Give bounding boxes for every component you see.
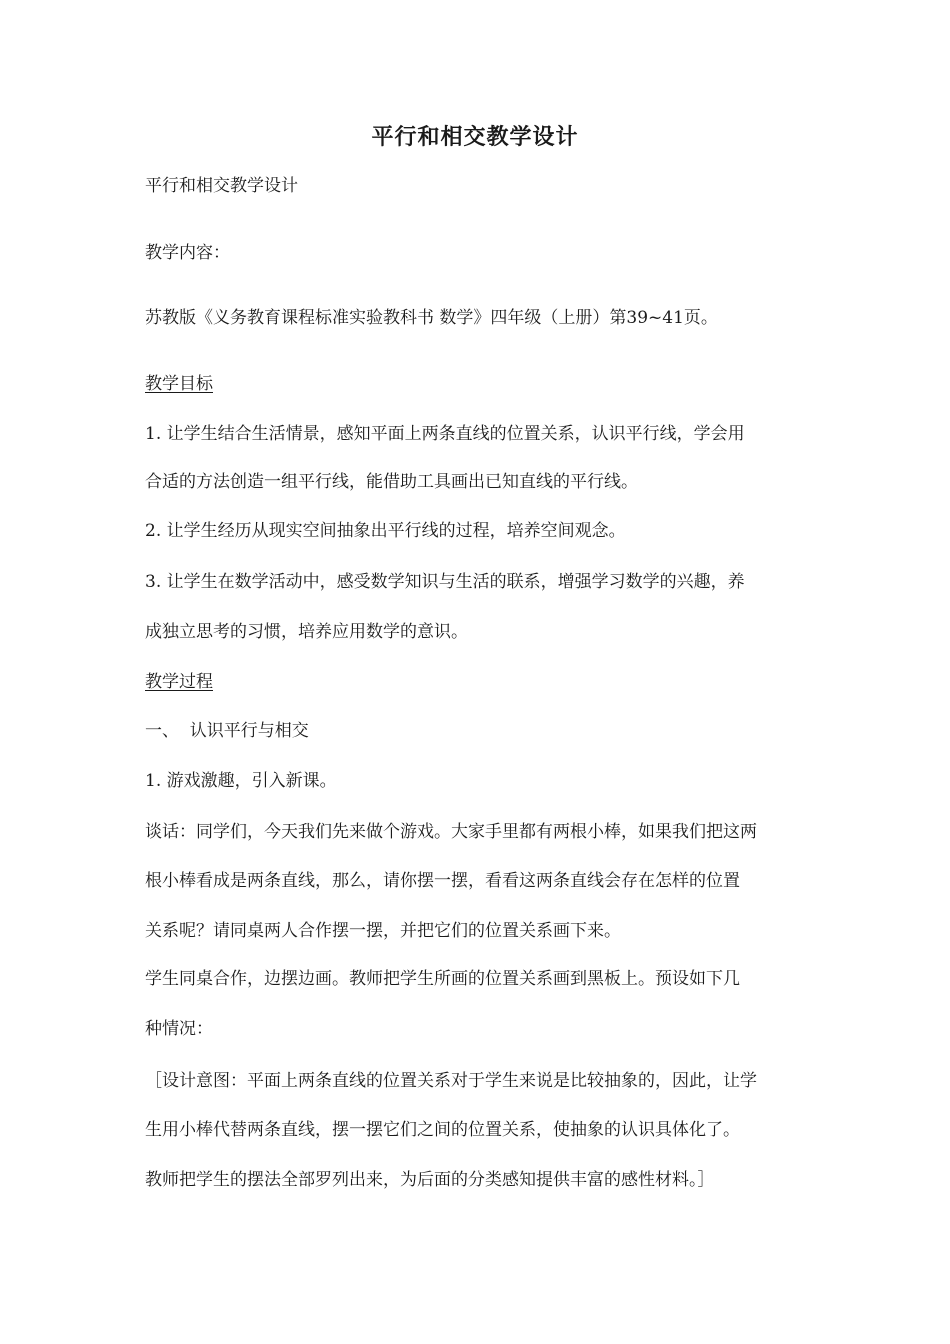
talk-line-1: 谈话：同学们，今天我们先来做个游戏。大家手里都有两根小棒，如果我们把这两 xyxy=(145,822,757,842)
document-title: 平行和相交教学设计 xyxy=(371,124,579,150)
goal-1-line-2: 合适的方法创造一组平行线，能借助工具画出已知直线的平行线。 xyxy=(145,472,638,492)
talk-line-3: 关系呢？请同桌两人合作摆一摆，并把它们的位置关系画下来。 xyxy=(145,921,621,941)
goals-heading: 教学目标 xyxy=(145,374,213,394)
section-1-heading: 一、 认识平行与相交 xyxy=(145,721,309,741)
design-line-2: 生用小棒代替两条直线，摆一摆它们之间的位置关系，使抽象的认识具体化了。 xyxy=(145,1120,740,1140)
students-line-2: 种情况： xyxy=(145,1019,213,1039)
content-label: 教学内容： xyxy=(145,243,230,263)
subtitle: 平行和相交教学设计 xyxy=(145,176,298,196)
content-text: 苏教版《义务教育课程标准实验教科书 数学》四年级（上册）第39~41页。 xyxy=(145,308,718,328)
goal-3-line-1: 3. 让学生在数学活动中，感受数学知识与生活的联系，增强学习数学的兴趣，养 xyxy=(145,572,745,592)
goal-1-line-1: 1. 让学生结合生活情景，感知平面上两条直线的位置关系，认识平行线，学会用 xyxy=(145,424,745,444)
step-1: 1. 游戏激趣，引入新课。 xyxy=(145,771,337,791)
process-heading: 教学过程 xyxy=(145,672,213,692)
talk-line-2: 根小棒看成是两条直线，那么，请你摆一摆，看看这两条直线会存在怎样的位置 xyxy=(145,871,740,891)
design-line-3: 教师把学生的摆法全部罗列出来，为后面的分类感知提供丰富的感性材料。］ xyxy=(145,1170,715,1190)
students-line-1: 学生同桌合作，边摆边画。教师把学生所画的位置关系画到黑板上。预设如下几 xyxy=(145,969,740,989)
goal-3-line-2: 成独立思考的习惯，培养应用数学的意识。 xyxy=(145,622,468,642)
design-line-1: ［设计意图：平面上两条直线的位置关系对于学生来说是比较抽象的，因此，让学 xyxy=(145,1071,757,1091)
goal-2: 2. 让学生经历从现实空间抽象出平行线的过程，培养空间观念。 xyxy=(145,521,626,541)
